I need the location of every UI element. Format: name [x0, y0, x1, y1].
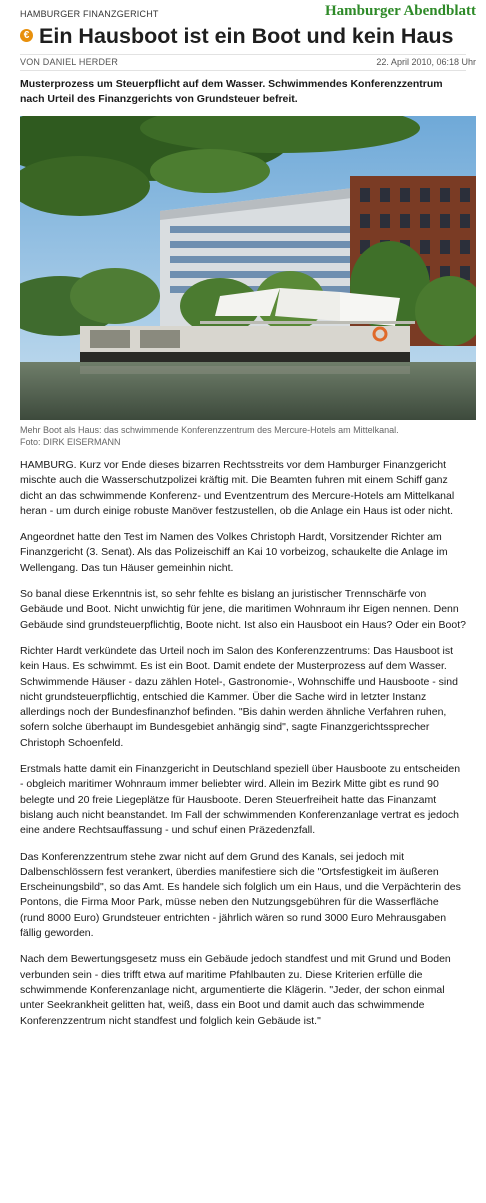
byline	[20, 54, 476, 71]
lead-paragraph: Musterprozess um Steuerpflicht auf dem Wasser. Schwimmendes Konferenzzentrum nach Urteil des Finanzgerichts von Grundsteuer befreit.	[20, 78, 443, 105]
body-paragraph: Erstmals hatte damit ein Finanzgericht in Deutschland speziell über Hausboote zu entscheiden - obgleich maritimer Wohnraum immer beliebter wird. Allein im Bezirk Mitte gibt es rund 90 belegte und 20 freie Liegeplätze für Hausboote. Deren Steuerfreiheit hatte das Finanzamt bislang auch nicht beanstandet. Im Fall der schwimmenden Konferenzanlage vertrat es jedoch eine andere Rechtsauffassung - und schuf einen Präzedenzfall.	[20, 763, 461, 837]
author: VON DANIEL HERDER	[20, 57, 119, 67]
photo-caption: Mehr Boot als Haus: das schwimmende Konferenzzentrum des Mercure-Hotels am Mittelkanal.	[20, 425, 399, 435]
top-bar	[20, 0, 476, 22]
photo-credit: Foto: DIRK EISERMANN	[20, 437, 121, 447]
euro-icon: €	[20, 29, 33, 42]
body-paragraph: HAMBURG. Kurz vor Ende dieses bizarren Rechtsstreits vor dem Hamburger Finanzgericht mischte auch die Wasserschutzpolizei kräftig mit. Die Beamten fuhren mit einem Schiff ganz dicht an das schwimmende Konferenz- und Eventzentrum des Mercure-Hotels am Mittelkanal heran - um durch einige robuste Manöver festzustellen, ob die Anlage ein Haus ist oder nicht.	[20, 459, 455, 517]
page-title	[20, 22, 466, 49]
body-paragraph: So banal diese Erkenntnis ist, so sehr fehlte es bislang an juristischer Trennschärfe von Gebäude und Boot. Nicht unwichtig für jene, die maritimen Wohnraum ihr Eigen nennen. Denn Gebäude sind grundsteuerpflichtig, Boote nicht. Ist also ein Hausboot ein Haus? Oder ein Boot?	[20, 588, 466, 631]
article-photo	[20, 116, 476, 420]
body-paragraph: Angeordnet hatte den Test im Namen des Volkes Christoph Hardt, Vorsitzender Richter am Finanzgericht (3. Senat). Als das Polizeischiff an Kai 10 vorbeizog, schaukelte die Anlage im Wellengang. Das tun Häuser gemeinhin nicht.	[20, 531, 448, 574]
publish-date: 22. April 2010, 06:18 Uhr	[376, 57, 476, 67]
body-paragraph: Das Konferenzzentrum stehe zwar nicht auf dem Grund des Kanals, sei jedoch mit Dalbenschlössern fest verankert, überdies manifestiere sich die "Ortsfestigkeit im äußeren Erscheinungsbild", so das Amt. Es handele sich folglich um ein Haus, und die Verpächterin des Pontons, die Firma Moor Park, müsse neben den Nutzungsgebühren für die Wasserfläche (rund 8000 Euro) Grundsteuer entrichten - jährlich wären so rund 3000 Euro Mehrausgaben fällig geworden.	[20, 850, 461, 940]
headline-text: Ein Hausboot ist ein Boot und kein Haus	[39, 24, 454, 48]
photo-illustration	[20, 116, 476, 420]
brand-logo[interactable]: Hamburger Abendblatt	[325, 3, 476, 19]
section-kicker: HAMBURGER FINANZGERICHT	[20, 9, 159, 19]
article-body	[20, 458, 466, 1029]
body-paragraph: Richter Hardt verkündete das Urteil noch im Salon des Konferenzzentrums: Das Hausboot ist kein Haus. Es schwimmt. Es ist ein Boot. Damit endete der Musterprozess auf dem Wasser. Schwimmende Häuser - dazu zählen Hotel-, Gastronomie-, Wohnschiffe und Hausboote - sind nicht grundsteuerpflichtig, entschied die Kammer. Über die Sache wird in letzter Instanz allerdings noch der Bundesfinanzhof befinden. "Bis dahin werden ähnliche Verfahren ruhen, sofern solche überhaupt im Bundesgebiet anhängig sind", sagte Finanzgerichtssprecher Christoph Schoenfeld.	[20, 644, 458, 749]
body-paragraph: Nach dem Bewertungsgesetz muss ein Gebäude jedoch standfest und mit Grund und Boden verbunden sein - dies trifft etwa auf maritime Pfahlbauten zu. Diese Kriterien erfülle die schwimmende Konferenzanlage nicht, argumentierte die Klägerin. "Jeder, der schon einmal unter Seekrankheit gelitten hat, weiß, dass ein Boot und damit auch das schwimmende Konferenzzentrum nicht standfest und folglich kein Gebäude ist."	[20, 953, 451, 1027]
